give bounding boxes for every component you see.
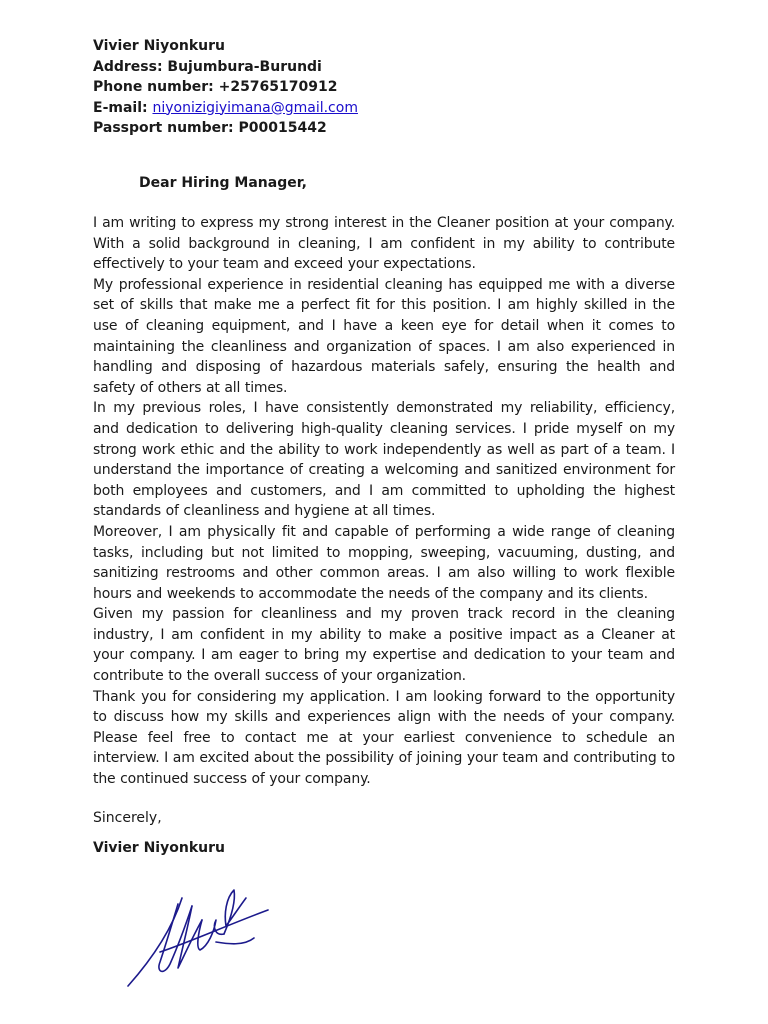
handwritten-signature — [120, 880, 270, 992]
paragraph: Given my passion for cleanliness and my proven track record in the cleaning industry, I am confident in my ability to make a positive impact as a Cleaner at your company. I am eager to bring my expertise and dedication to your team and contribute to the overall success of your organization. — [93, 606, 675, 685]
paragraph: My professional experience in residential cleaning has equipped me with a diverse set of skills that make me a perfect fit for this position. I am highly skilled in the use of cleaning equipment, and I have a keen eye for detail when it comes to maintaining the cleanliness and organization of spaces. I am also experienced in handling and disposing of hazardous materials safely, ensuring the health and safety of others at all times. — [93, 276, 675, 396]
cover-letter — [93, 36, 675, 858]
greeting: Dear Hiring Manager, — [139, 174, 307, 191]
email-link[interactable]: niyonizigiyimana@gmail.com — [152, 99, 358, 116]
sender-phone: Phone number: +25765170912 — [93, 79, 338, 95]
paragraph: I am writing to express my strong interest in the Cleaner position at your company. With a solid background in cleaning, I am confident in my ability to contribute effectively to your team and exceed your expectations. — [93, 215, 675, 273]
closing: Sincerely, — [93, 809, 162, 826]
paragraph: In my previous roles, I have consistently demonstrated my reliability, efficiency, and dedication to delivering high-quality cleaning services. I pride myself on my strong work ethic and the ability to work independently as well as part of a team. I understand the importance of creating a welcoming and sanitized environment for both employees and customers, and I am committed to upholding the highest standards of cleanliness and hygiene at all times. — [93, 400, 675, 520]
signature-name: Vivier Niyonkuru — [93, 839, 225, 856]
sender-passport: Passport number: P00015442 — [93, 120, 327, 136]
sender-email-line — [93, 98, 675, 119]
sender-name: Vivier Niyonkuru — [93, 38, 225, 54]
sender-address: Address: Bujumbura-Burundi — [93, 58, 322, 75]
letter-header — [93, 36, 675, 139]
letter-body — [93, 213, 675, 790]
paragraph: Moreover, I am physically fit and capable of performing a wide range of cleaning tasks, including but not limited to mopping, sweeping, vacuuming, dusting, and sanitizing restrooms and other common areas. I am also willing to work flexible hours and weekends to accommodate the needs of the company and its clients. — [93, 523, 675, 602]
paragraph: Thank you for considering my application. I am looking forward to the opportunity to discuss how my skills and experiences align with the needs of your company. Please feel free to contact me at your earliest convenience to schedule an interview. I am excited about the possibility of joining your team and contributing to the continued success of your company. — [93, 688, 675, 788]
email-label: E-mail: — [93, 99, 153, 116]
